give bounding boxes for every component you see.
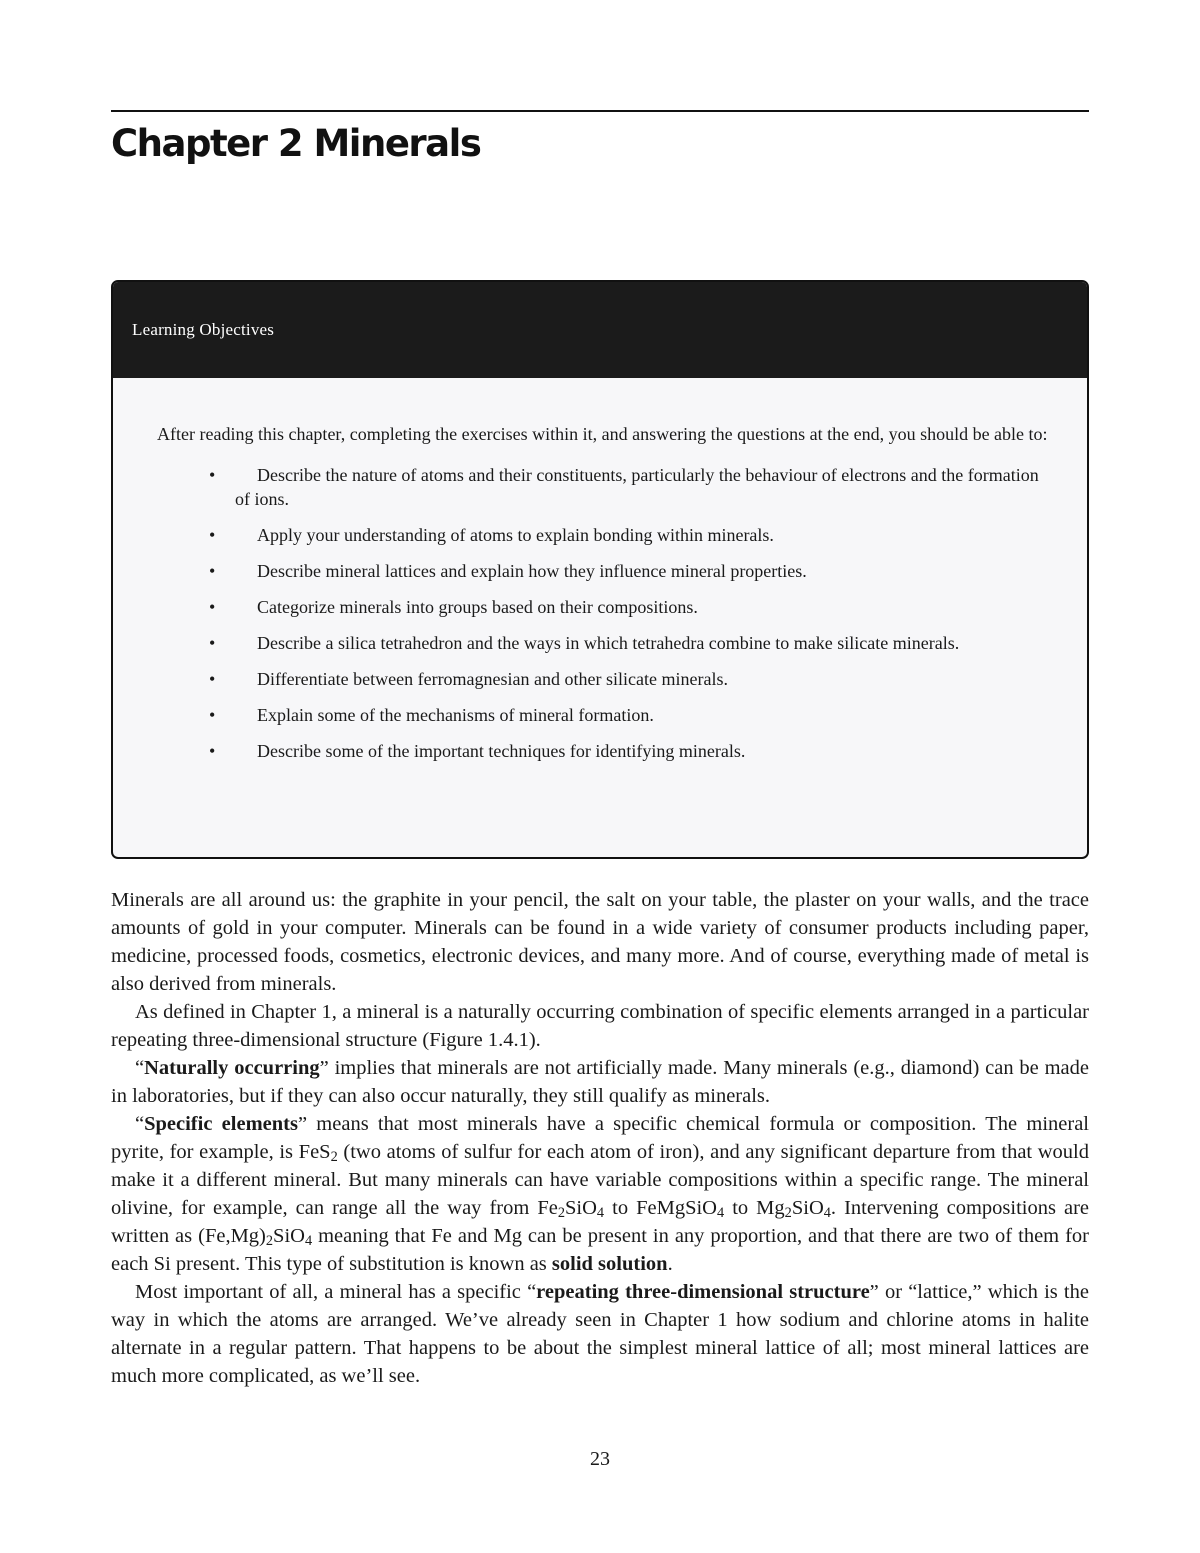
- body-text: [111, 886, 1089, 1390]
- term-repeating-structure: repeating three-dimensional structure: [536, 1281, 870, 1303]
- objective-item: • Explain some of the mechanisms of mineral formation.: [209, 705, 654, 725]
- title-rule: [111, 110, 1089, 112]
- paragraph-intro: Minerals are all around us: the graphite in your pencil, the salt on your table, the plaster on your walls, and the trace amounts of gold in your computer. Minerals can be found in a wide variety of consumer products including paper, medicine, processed foods, cosmetics, electronic devices, and many more. And of course, everything made of metal is also derived from minerals.: [111, 889, 1089, 995]
- bullet-icon: •: [209, 669, 216, 689]
- paragraph-definition: As defined in Chapter 1, a mineral is a naturally occurring combination of specific elements arranged in a particular repeating three-dimensional structure (Figure 1.4.1).: [111, 1001, 1089, 1051]
- objective-item: • Describe mineral lattices and explain how they influence mineral properties.: [209, 561, 807, 581]
- term-naturally-occurring: Naturally occurring: [144, 1057, 320, 1079]
- bullet-icon: •: [209, 633, 216, 653]
- bullet-icon: •: [209, 465, 216, 485]
- bullet-icon: •: [209, 597, 216, 617]
- bullet-icon: •: [209, 705, 216, 725]
- term-specific-elements: Specific elements: [144, 1113, 298, 1135]
- objective-item: • Describe a silica tetrahedron and the ways in which tetrahedra combine to make silicate minerals.: [209, 633, 960, 653]
- page-number: 23: [590, 1448, 610, 1470]
- paragraph-naturally-occurring: “Naturally occurring” implies that minerals are not artificially made. Many minerals (e.g., diamond) can be made in laboratories, but if they can also occur naturally, they still qualify as minerals.: [111, 1057, 1089, 1107]
- objective-item: • Describe some of the important techniques for identifying minerals.: [209, 741, 746, 761]
- bullet-icon: •: [209, 525, 216, 545]
- paragraph-lattice: Most important of all, a mineral has a specific “repeating three-dimensional structure” or “lattice,” which is the way in which the atoms are arranged. We’ve already seen in Chapter 1 how sodium and chlorine atoms in halite alternate in a regular pattern. That happens to be about the simplest mineral lattice of all; most mineral lattices are much more complicated, as we’ll see.: [111, 1281, 1089, 1387]
- paragraph-specific-elements: “Specific elements” means that most minerals have a specific chemical formula or composition. The mineral pyrite, for example, is FeS$_2$ (two atoms of sulfur for each atom of iron), and any significant departure from that would make it a different mineral. But many minerals can have variable compositions within a specific range. The mineral olivine, for example, can range all the way from $Fe_2SiO_4$ to FeMgSiO$_4$ to $Mg_2SiO_4$. Intervening compositions are written as $(Fe,Mg)_2SiO_4$ meaning that Fe and Mg can be present in any proportion, and that there are two of them for each Si present. This type of substitution is known as solid solution.: [111, 1113, 1090, 1275]
- objective-item: • Apply your understanding of atoms to explain bonding within minerals.: [209, 525, 774, 545]
- chapter-title: Chapter 2 Minerals: [111, 122, 481, 165]
- objective-item: • Differentiate between ferromagnesian and other silicate minerals.: [209, 669, 728, 689]
- objective-item: • Describe the nature of atoms and their constituents, particularly the behaviour of electrons and the formation of ions.: [209, 465, 1039, 509]
- learning-objectives-intro: After reading this chapter, completing the exercises within it, and answering the questions at the end, you should be able to:: [157, 424, 1048, 444]
- bullet-icon: •: [209, 741, 216, 761]
- learning-objectives-list: [113, 463, 1087, 763]
- bullet-icon: •: [209, 561, 216, 581]
- learning-objectives-box: [111, 280, 1089, 859]
- objective-item: • Categorize minerals into groups based on their compositions.: [209, 597, 698, 617]
- term-solid-solution: solid solution: [551, 1253, 668, 1275]
- learning-objectives-header: Learning Objectives: [113, 282, 1087, 378]
